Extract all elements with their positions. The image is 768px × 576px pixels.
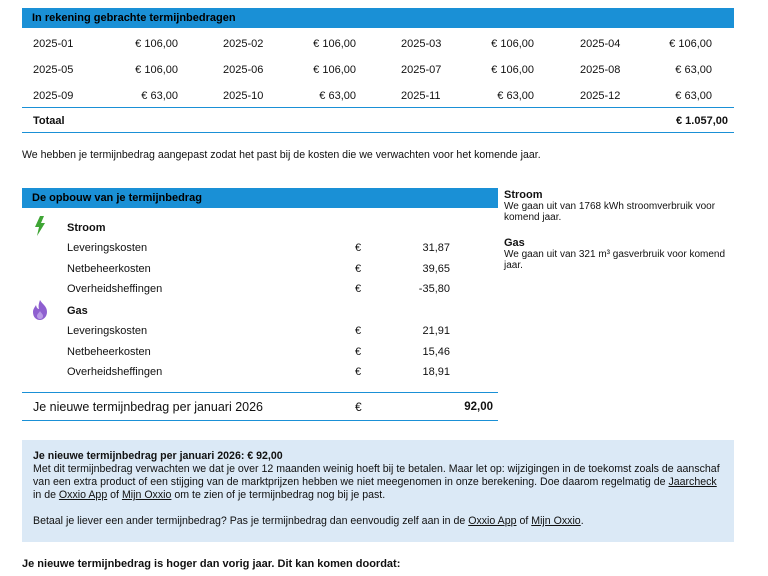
info-text: . <box>580 515 584 527</box>
info-paragraph-2 <box>33 515 723 528</box>
gas-row-label: Overheidsheffingen <box>67 366 163 378</box>
installment-month: 2025-07 <box>401 64 442 76</box>
info-text: Betaal je liever een ander termijnbedrag? Pas je termijnbedrag dan eenvoudig zelf aan in de <box>33 515 469 527</box>
info-paragraph-1 <box>33 463 723 502</box>
installment-amount: € 106,00 <box>491 64 534 76</box>
stroom-row-currency: € <box>355 283 362 295</box>
breakdown-new-label: Je nieuwe termijnbedrag per januari 2026 <box>33 400 264 414</box>
gas-row-value: 15,46 <box>422 345 450 358</box>
installments-header <box>22 8 734 28</box>
breakdown-new-value: 92,00 <box>464 401 493 413</box>
installments-total-value: € 1.057,00 <box>676 115 728 127</box>
installment-month: 2025-10 <box>223 90 264 102</box>
info-title: Je nieuwe termijnbedrag per januari 2026: € 92,00 <box>33 450 283 462</box>
installment-amount: € 106,00 <box>491 38 534 50</box>
gas-row-value: 21,91 <box>422 325 450 337</box>
side-stroom-text: We gaan uit van 1768 kWh stroomverbruik voor komend jaar. <box>504 201 716 223</box>
installment-month: 2025-12 <box>580 90 621 102</box>
info-text: of <box>107 489 122 501</box>
oxxio-app-link-2[interactable]: Oxxio App <box>468 515 517 527</box>
info-text: in de <box>33 489 59 501</box>
stroom-row-label: Leveringskosten <box>67 242 148 254</box>
breakdown-new-currency: € <box>355 400 362 414</box>
installment-amount: € 106,00 <box>135 64 178 76</box>
installment-amount: € 106,00 <box>313 64 356 76</box>
installment-month: 2025-05 <box>33 64 74 76</box>
gas-row-currency: € <box>355 345 362 358</box>
adjust-note: We hebben je termijnbedrag aangepast zodat het past bij de kosten die we verwachten voor het komende jaar. <box>22 149 541 161</box>
gas-row-currency: € <box>355 366 362 378</box>
installments-total-rule-top <box>22 107 734 108</box>
footer-heading: Je nieuwe termijnbedrag is hoger dan vorig jaar. Dit kan komen doordat: <box>22 558 401 570</box>
info-text: of <box>516 515 532 527</box>
gas-label: Gas <box>67 305 88 317</box>
installment-month: 2025-04 <box>580 38 621 50</box>
mijn-oxxio-link[interactable]: Mijn Oxxio <box>121 489 172 501</box>
gas-row-currency: € <box>355 325 362 337</box>
stroom-label: Stroom <box>67 222 106 234</box>
installment-month: 2025-08 <box>580 64 621 76</box>
gas-row-value: 18,91 <box>422 366 450 378</box>
installment-amount: € 106,00 <box>135 38 178 50</box>
oxxio-app-link[interactable]: Oxxio App <box>58 489 108 501</box>
installment-month: 2025-11 <box>401 90 441 102</box>
installment-month: 2025-02 <box>223 38 264 50</box>
stroom-row-currency: € <box>355 242 362 254</box>
stroom-row-value: 31,87 <box>422 242 450 254</box>
installment-amount: € 106,00 <box>669 38 712 50</box>
installments-total-rule-bottom <box>22 132 734 133</box>
installment-amount: € 63,00 <box>319 90 356 102</box>
installment-amount: € 106,00 <box>313 38 356 50</box>
installment-month: 2025-03 <box>401 38 442 50</box>
installment-amount: € 63,00 <box>675 90 712 102</box>
breakdown-total-rule-bottom <box>22 420 498 421</box>
info-text: om te zien of je termijnbedrag nog bij je past. <box>171 489 386 501</box>
info-text: Met dit termijnbedrag verwachten we dat je over 12 maanden weinig hoeft bij te betalen. Maar let op: wijzigingen in de toekomst zoals de aanschaf van een extra product of een stijging van de marktprijzen hebben we niet meegenomen in onze berekening. Doe daarom regelmatig de <box>33 463 720 488</box>
side-gas-text: We gaan uit van 321 m³ gasverbruik voor komend jaar. <box>504 249 726 271</box>
installment-month: 2025-01 <box>33 38 74 50</box>
stroom-row-label: Overheidsheffingen <box>67 283 163 295</box>
breakdown-total-rule-top <box>22 392 498 393</box>
installments-title: In rekening gebrachte termijnbedragen <box>32 12 236 24</box>
installment-month: 2025-09 <box>33 90 74 102</box>
mijn-oxxio-link-2[interactable]: Mijn Oxxio <box>531 515 581 527</box>
flame-icon <box>31 300 49 320</box>
info-box <box>22 440 734 542</box>
installments-total-label: Totaal <box>33 115 65 127</box>
installment-amount: € 63,00 <box>497 90 534 102</box>
stroom-row-label: Netbeheerkosten <box>67 262 151 275</box>
installment-amount: € 63,00 <box>675 64 712 76</box>
gas-row-label: Netbeheerkosten <box>67 345 151 358</box>
lightning-icon <box>33 216 47 236</box>
breakdown-title: De opbouw van je termijnbedrag <box>32 192 202 204</box>
installment-amount: € 63,00 <box>141 90 178 102</box>
installment-month: 2025-06 <box>223 64 264 76</box>
stroom-row-currency: € <box>355 262 362 275</box>
stroom-row-value: 39,65 <box>422 262 450 275</box>
gas-row-label: Leveringskosten <box>67 325 148 337</box>
jaarcheck-link[interactable]: Jaarcheck <box>668 476 717 488</box>
side-gas-title: Gas <box>504 237 525 249</box>
side-stroom-title: Stroom <box>504 189 543 201</box>
stroom-row-value: -35,80 <box>418 283 450 295</box>
breakdown-header <box>22 188 498 208</box>
